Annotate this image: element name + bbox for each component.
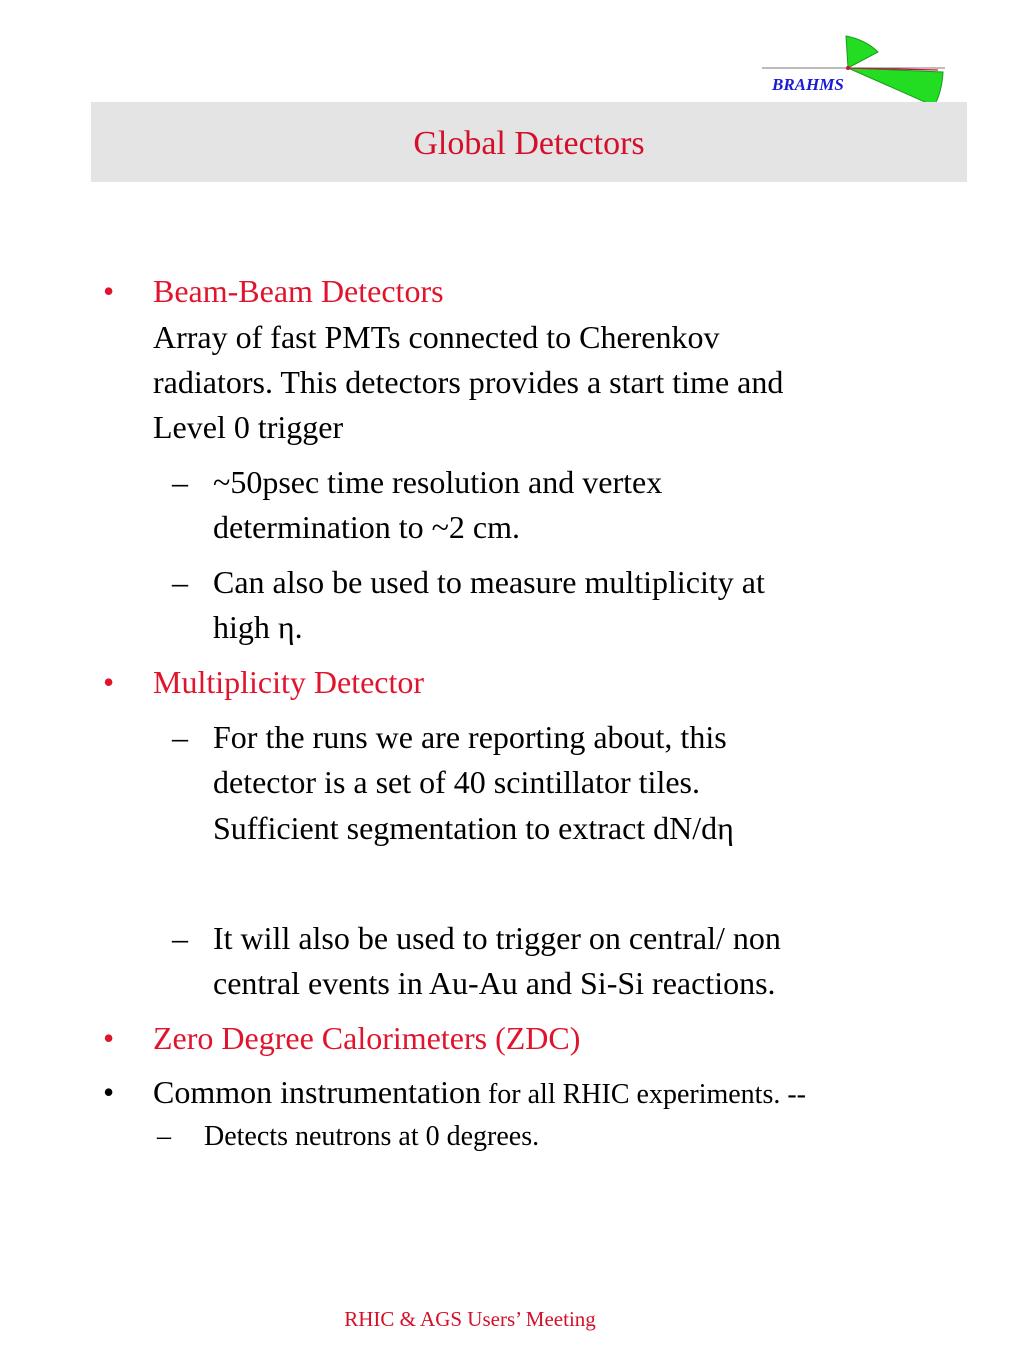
common-instrumentation-line [153, 1069, 806, 1118]
bullet-marker: • [103, 1020, 115, 1056]
dash-marker: – [172, 564, 188, 600]
slide-title: Global Detectors [413, 125, 645, 162]
common-instrumentation-large: Common instrumentation [153, 1074, 481, 1110]
multiplicity-sub-line: detector is a set of 40 scintillator tiles. [213, 764, 700, 800]
multiplicity-sub-line: For the runs we are reporting about, this [213, 719, 727, 755]
multiplicity-heading: Multiplicity Detector [153, 664, 425, 700]
zdc-sub-line: Detects neutrons at 0 degrees. [204, 1121, 540, 1152]
beam-beam-body-line: Array of fast PMTs connected to Cherenkov [153, 319, 720, 355]
bullet-marker: • [103, 664, 115, 700]
beam-beam-body-line: radiators. This detectors provides a start time and [153, 364, 784, 400]
beam-beam-body-line: Level 0 trigger [153, 409, 344, 445]
multiplicity-sub-line: Sufficient segmentation to extract dN/dη [213, 810, 734, 846]
beam-beam-sub-line: high η. [213, 609, 303, 645]
brahms-logo [760, 32, 950, 112]
multiplicity-sub-line: central events in Au-Au and Si-Si reactions. [213, 965, 776, 1001]
bullet-marker: • [103, 1074, 115, 1110]
logo-text: BRAHMS [772, 75, 844, 94]
beam-beam-sub-line: ~50psec time resolution and vertex [213, 464, 663, 500]
bullet-marker: • [103, 273, 115, 309]
zdc-heading: Zero Degree Calorimeters (ZDC) [153, 1020, 581, 1056]
beam-beam-heading: Beam-Beam Detectors [153, 273, 444, 309]
dash-marker: – [172, 719, 188, 755]
dash-marker: – [157, 1121, 171, 1152]
dash-marker: – [172, 464, 188, 500]
footer: RHIC & AGS Users’ Meeting [344, 1307, 596, 1331]
multiplicity-sub-line: It will also be used to trigger on central/ non [213, 920, 781, 956]
beam-beam-sub-line: determination to ~2 cm. [213, 509, 521, 545]
beam-beam-sub-line: Can also be used to measure multiplicity at [213, 564, 765, 600]
common-instrumentation-small: for all RHIC experiments. -- [480, 1079, 807, 1110]
title-bar [91, 102, 967, 182]
dash-marker: – [172, 920, 188, 956]
